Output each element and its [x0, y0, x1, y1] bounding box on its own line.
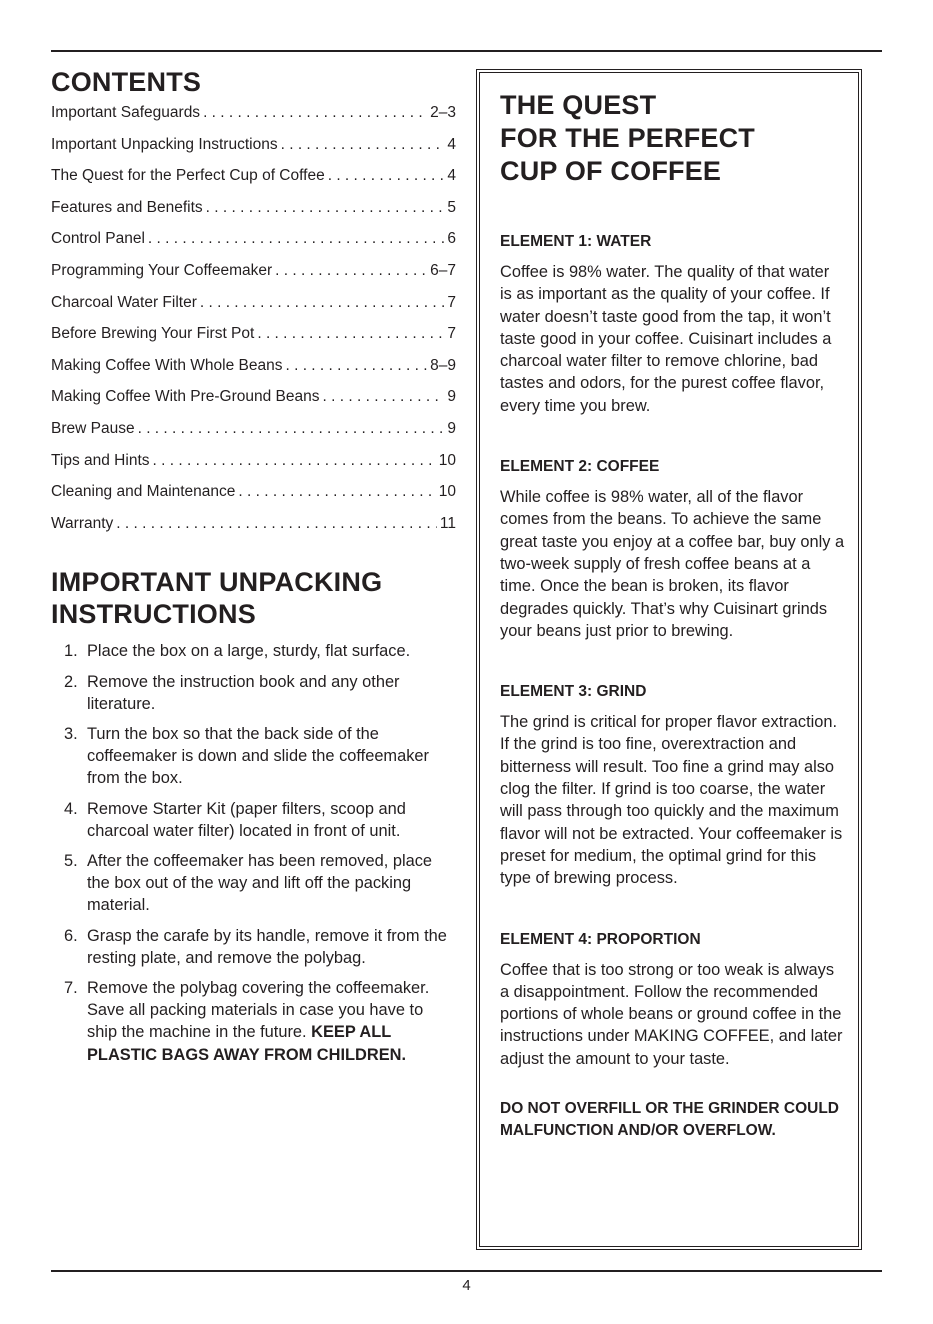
- top-rule: [51, 50, 882, 52]
- toc-entry-title: The Quest for the Perfect Cup of Coffee: [51, 167, 325, 185]
- toc-entry-page: 10: [438, 483, 456, 501]
- element-heading: ELEMENT 3: GRIND: [500, 683, 647, 701]
- toc-leader-dots: [328, 167, 445, 185]
- toc-entry-page: 7: [447, 325, 456, 343]
- toc-entry[interactable]: [51, 357, 456, 389]
- toc-entry-page: 5: [447, 198, 456, 216]
- step-text: Turn the box so that the back side of the coffeemaker is down and slide the coffeemaker from the box.: [87, 724, 429, 788]
- unpacking-title: [51, 566, 456, 630]
- quest-elements: [500, 232, 845, 1070]
- step-number: 3.: [64, 724, 78, 743]
- toc-leader-dots: [153, 452, 436, 470]
- step-text: Remove the polybag covering the coffeemaker. Save all packing materials in case you have to ship the machine in the future.: [87, 978, 430, 1042]
- toc-entry-title: Features and Benefits: [51, 198, 203, 216]
- step-number: 6.: [64, 926, 78, 945]
- toc-entry[interactable]: [51, 262, 456, 294]
- quest-title-line1: THE QUEST: [500, 90, 657, 120]
- toc-leader-dots: [281, 136, 445, 154]
- toc-entry-title: Brew Pause: [51, 419, 135, 437]
- toc-entry-page: 9: [447, 419, 456, 437]
- toc-entry-title: Programming Your Coffeemaker: [51, 261, 273, 279]
- unpacking-steps: [51, 640, 456, 1065]
- step-text: Remove Starter Kit (paper filters, scoop and charcoal water filter) located in front of unit.: [87, 799, 406, 840]
- toc-leader-dots: [138, 420, 445, 438]
- toc-entry[interactable]: [51, 452, 456, 484]
- toc-entry-page: 6–7: [430, 261, 456, 279]
- unpacking-step: [51, 798, 456, 842]
- element-proportion: [500, 930, 845, 1070]
- element-body: The grind is critical for proper flavor extraction. If the grind is too fine, overextraction and bitterness will result. Too fine a grind may also clog the filter. If grind is too coarse, the water will pass through too quickly and the maximum flavor will not be extracted. Your coffeemaker is preset for medium, the optimal grind for this type of brewing process.: [500, 713, 843, 888]
- toc-entry[interactable]: [51, 199, 456, 231]
- unpacking-step: [51, 977, 456, 1066]
- toc-leader-dots: [148, 230, 444, 248]
- toc-entry-page: 8–9: [430, 356, 456, 374]
- toc-entry-title: Warranty: [51, 514, 114, 532]
- unpacking-title-line1: IMPORTANT UNPACKING: [51, 567, 383, 598]
- overfill-warning: DO NOT OVERFILL OR THE GRINDER COULD MALFUNCTION AND/OR OVERFLOW.: [500, 1100, 839, 1139]
- toc-entry-page: 7: [447, 293, 456, 311]
- step-number: 1.: [64, 642, 78, 661]
- toc-entry-page: 9: [447, 388, 456, 406]
- unpacking-step: [51, 850, 456, 917]
- quest-title: [500, 89, 845, 188]
- toc-leader-dots: [203, 104, 427, 122]
- toc-entry-page: 6: [447, 230, 456, 248]
- toc-entry[interactable]: [51, 104, 456, 136]
- element-heading: ELEMENT 4: PROPORTION: [500, 930, 701, 948]
- toc-entry[interactable]: [51, 167, 456, 199]
- quest-box: [479, 72, 859, 1247]
- toc-entry[interactable]: [51, 515, 456, 547]
- step-number: 2.: [64, 672, 78, 691]
- step-text: Grasp the carafe by its handle, remove it from the resting plate, and remove the polybag.: [87, 926, 447, 967]
- element-grind: [500, 682, 845, 889]
- toc-entry-title: Making Coffee With Pre-Ground Beans: [51, 388, 320, 406]
- quest-title-line2: FOR THE PERFECT: [500, 123, 756, 153]
- toc-entry-page: 4: [447, 167, 456, 185]
- toc-leader-dots: [285, 357, 427, 375]
- toc-leader-dots: [257, 325, 444, 343]
- element-body: Coffee is 98% water. The quality of that water is as important as the quality of your coffee. If water doesn’t taste good from the tap, it won’t taste good in your coffee. Cuisinart includes a charcoal water filter to remove chlorine, bad tastes and odors, for the purest coffee flavor, every time you brew.: [500, 263, 832, 415]
- toc-entry[interactable]: [51, 294, 456, 326]
- step-text: After the coffeemaker has been removed, place the box out of the way and lift off the packing material.: [87, 851, 433, 915]
- unpacking-step: [51, 723, 456, 790]
- unpacking-step: [51, 671, 456, 715]
- page-number: 4: [462, 1277, 471, 1294]
- quest-title-line3: CUP OF COFFEE: [500, 156, 722, 186]
- unpacking-step: [51, 925, 456, 969]
- element-water: [500, 232, 845, 417]
- quest-box-content: [500, 89, 845, 1157]
- toc-entry-page: 4: [447, 135, 456, 153]
- element-coffee: [500, 457, 845, 642]
- toc-entry-page: 2–3: [430, 104, 456, 121]
- step-number: 5.: [64, 851, 78, 870]
- left-column: [51, 66, 456, 1074]
- toc-entry-title: Making Coffee With Whole Beans: [51, 356, 283, 374]
- toc-leader-dots: [275, 262, 427, 280]
- toc-entry-title: Control Panel: [51, 230, 145, 248]
- toc-leader-dots: [238, 483, 435, 501]
- step-text: Place the box on a large, sturdy, flat surface.: [87, 642, 411, 661]
- toc-entry[interactable]: [51, 388, 456, 420]
- toc-entry-title: Tips and Hints: [51, 451, 150, 469]
- step-text: Remove the instruction book and any other literature.: [87, 672, 400, 713]
- toc-leader-dots: [200, 294, 445, 312]
- toc-entry[interactable]: [51, 420, 456, 452]
- toc-leader-dots: [206, 199, 445, 217]
- toc-entry-page: 10: [438, 451, 456, 469]
- element-body: While coffee is 98% water, all of the flavor comes from the beans. To achieve the same great taste you enjoy at a coffee bar, buy only a two-week supply of fresh coffee beans at a time. Once the bean is broken, its flavor degrades quickly. That’s why Cuisinart grinds your beans just prior to brewing.: [500, 488, 845, 640]
- toc-entry[interactable]: [51, 136, 456, 168]
- toc-entry[interactable]: [51, 230, 456, 262]
- toc-entry-title: Before Brewing Your First Pot: [51, 325, 255, 343]
- contents-title: CONTENTS: [51, 67, 202, 97]
- toc-entry-title: Charcoal Water Filter: [51, 293, 197, 311]
- toc-entry-page: 11: [439, 514, 456, 532]
- toc-leader-dots: [116, 515, 437, 533]
- unpacking-step: [51, 640, 456, 662]
- toc-entry-title: Cleaning and Maintenance: [51, 483, 236, 501]
- element-heading: ELEMENT 1: WATER: [500, 233, 652, 250]
- element-heading: ELEMENT 2: COFFEE: [500, 458, 660, 476]
- step-number: 7.: [64, 978, 78, 997]
- element-body: Coffee that is too strong or too weak is always a disappointment. Follow the recommended portions of whole beans or ground coffee in the instructions under MAKING COFFEE, and later adjust the amount to your taste.: [500, 960, 843, 1068]
- table-of-contents: [51, 104, 456, 546]
- bottom-rule: [51, 1270, 882, 1272]
- toc-entry-title: Important Safeguards: [51, 104, 201, 121]
- toc-entry-title: Important Unpacking Instructions: [51, 135, 278, 153]
- step-number: 4.: [64, 799, 78, 818]
- toc-entry[interactable]: [51, 325, 456, 357]
- toc-leader-dots: [323, 388, 445, 406]
- unpacking-title-line2: INSTRUCTIONS: [51, 599, 256, 630]
- step-warning-bold: KEEP ALL PLASTIC BAGS AWAY FROM CHILDREN.: [87, 1023, 407, 1064]
- toc-entry[interactable]: [51, 483, 456, 515]
